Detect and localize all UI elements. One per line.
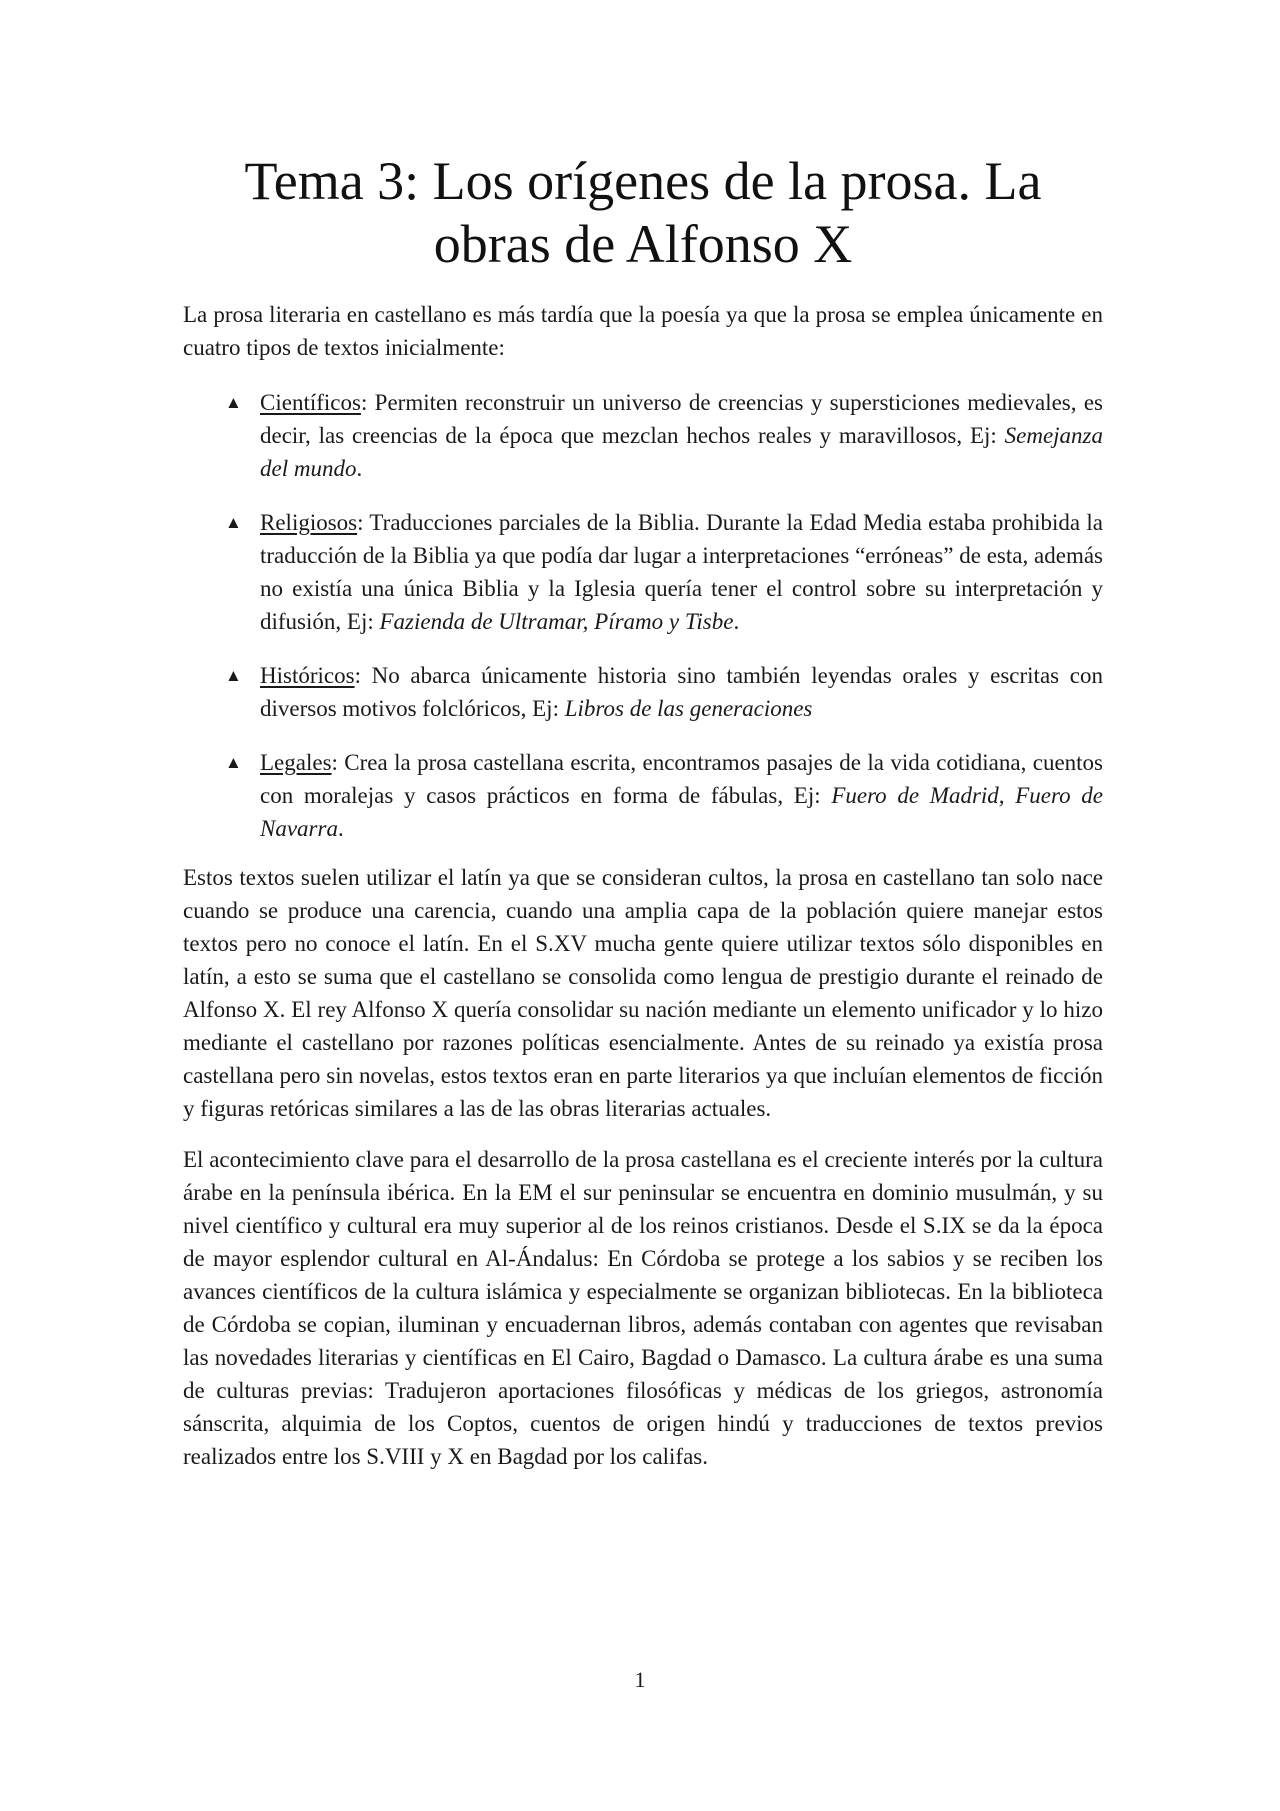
list-item-religiosos — [183, 506, 1103, 638]
item-description: No abarca únicamente historia sino también leyendas orales y escritas con diversos motivos folclóricos, Ej: — [260, 663, 1103, 721]
example-works: Fuero de Madrid, Fuero de Navarra — [260, 783, 1103, 841]
page-number: 1 — [634, 1667, 646, 1692]
term-label: Religiosos — [260, 510, 358, 535]
example-works: Semejanza del mundo — [260, 423, 1103, 481]
term-colon: : — [357, 510, 364, 535]
example-works: Libros de las generaciones — [564, 696, 813, 721]
example-works: Fazienda de Ultramar, Píramo y Tisbe — [379, 609, 734, 634]
triangle-bullet-icon: ▲ — [225, 513, 242, 532]
term-colon: : — [360, 390, 368, 415]
document-page — [183, 150, 1103, 1491]
intro-paragraph: La prosa literaria en castellano es más tardía que la poesía ya que la prosa se emplea únicamente en cuatro tipos de textos inicialmente: — [183, 302, 1103, 360]
latin-paragraph: Estos textos suelen utilizar el latín ya que se consideran cultos, la prosa en castellano tan solo nace cuando se produce una carencia, cuando una amplia capa de la población quiere manejar estos textos pero no conoce el latín. En el S.XV mucha gente quiere utilizar textos sólo disponibles en latín, a esto se suma que el castellano se consolida como lengua de prestigio durante el reinado de Alfonso X. El rey Alfonso X quería consolidar su nación mediante un elemento unificador y lo hizo mediante el castellano por razones políticas esencialmente. Antes de su reinado ya existía prosa castellana pero sin novelas, estos textos eran en parte literarios ya que incluían elementos de ficción y figuras retóricas similares a las de las obras literarias actuales. — [183, 865, 1103, 1121]
term-label: Históricos — [260, 663, 355, 688]
item-description: Traducciones parciales de la Biblia. Durante la Edad Media estaba prohibida la traducción de la Biblia ya que podía dar lugar a interpretaciones “erróneas” de esta, además no existía una única Biblia y la Iglesia quería tener el control sobre su interpretación y difusión, Ej: — [260, 510, 1103, 634]
list-item-cientificos — [183, 386, 1103, 485]
item-end: . — [337, 816, 344, 841]
term-colon: : — [331, 750, 338, 775]
item-description: Permiten reconstruir un universo de creencias y supersticiones medievales, es decir, las creencias de la época que mezclan hechos reales y maravillosos, Ej: — [260, 390, 1103, 448]
triangle-bullet-icon: ▲ — [225, 753, 242, 772]
triangle-bullet-icon: ▲ — [225, 393, 242, 412]
item-end: . — [356, 456, 363, 481]
term-label: Científicos — [260, 390, 361, 415]
list-item-historicos — [183, 659, 1103, 725]
term-colon: : — [354, 663, 361, 688]
list-item-legales — [183, 746, 1103, 845]
item-description: Crea la prosa castellana escrita, encontramos pasajes de la vida cotidiana, cuentos con moralejas y casos prácticos en forma de fábulas, Ej: — [260, 750, 1103, 808]
item-end: . — [733, 609, 740, 634]
triangle-bullet-icon: ▲ — [225, 666, 242, 685]
term-label: Legales — [260, 750, 332, 775]
arabic-culture-paragraph: El acontecimiento clave para el desarrollo de la prosa castellana es el creciente interés por la cultura árabe en la península ibérica. En la EM el sur peninsular se encuentra en dominio musulmán, y su nivel científico y cultural era muy superior al de los reinos cristianos. Desde el S.IX se da la época de mayor esplendor cultural en Al-Ándalus: En Córdoba se protege a los sabios y se reciben los avances científicos de la cultura islámica y especialmente se organizan bibliotecas. En la biblioteca de Córdoba se copian, iluminan y encuadernan libros, además contaban con agentes que revisaban las novedades literarias y científicas en El Cairo, Bagdad o Damasco. La cultura árabe es una suma de culturas previas: Tradujeron aportaciones filosóficas y médicas de los griegos, astronomía sánscrita, alquimia de los Coptos, cuentos de origen hindú y traducciones de textos previos realizados entre los S.VIII y X en Bagdad por los califas. — [183, 1147, 1103, 1469]
text-types-list — [183, 386, 1103, 845]
page-title: Tema 3: Los orígenes de la prosa. La obras de Alfonso X — [244, 151, 1042, 274]
